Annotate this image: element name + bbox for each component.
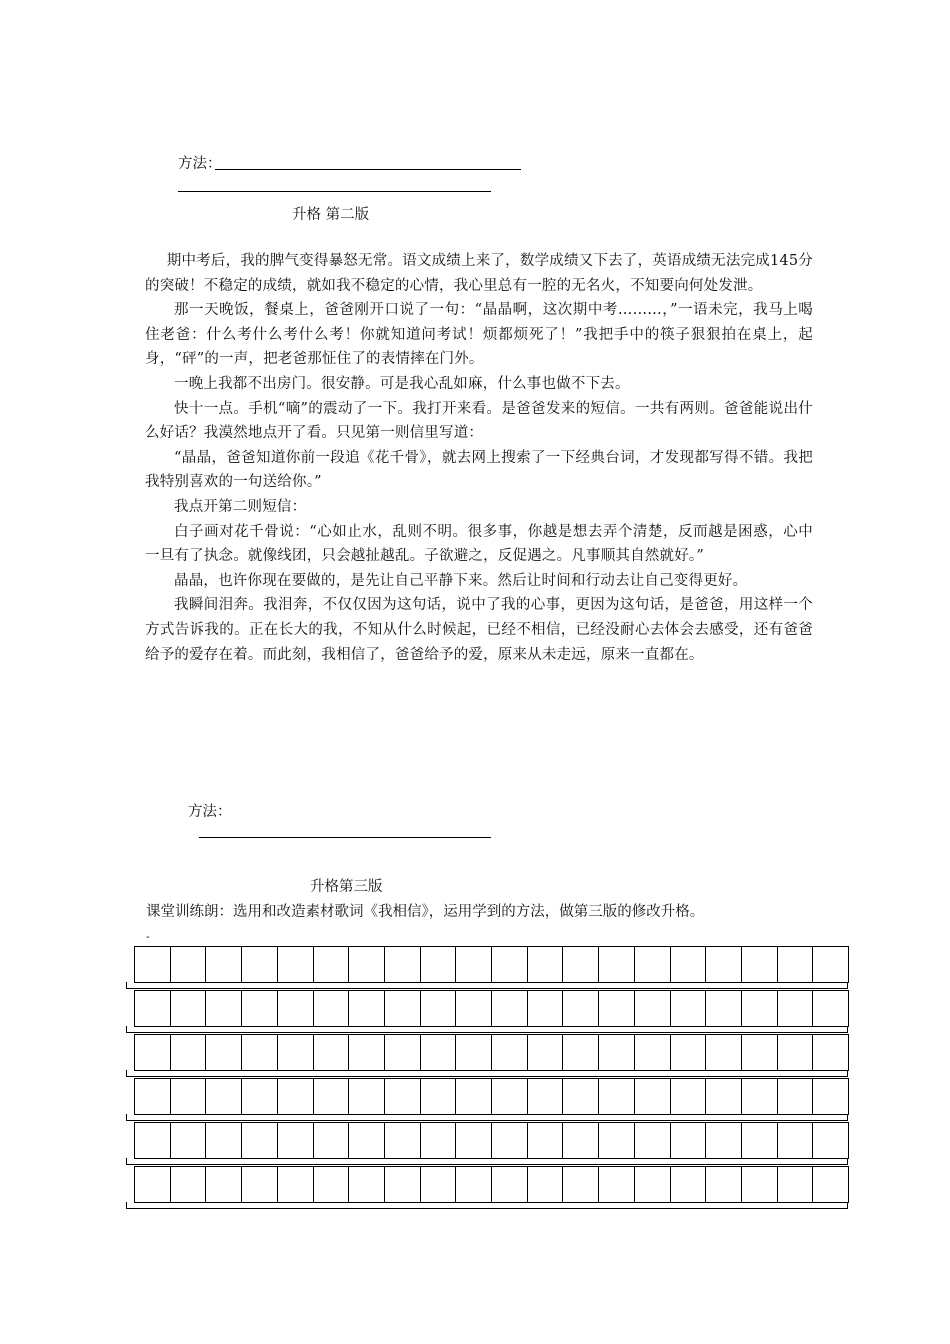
grid-cell[interactable] xyxy=(242,1167,278,1203)
grid-cell[interactable] xyxy=(528,1167,564,1203)
grid-cell[interactable] xyxy=(599,1079,635,1115)
grid-row xyxy=(126,1078,848,1122)
grid-cell[interactable] xyxy=(314,1123,350,1159)
grid-cell[interactable] xyxy=(671,1123,707,1159)
grid-cell[interactable] xyxy=(206,1167,242,1203)
grid-cell[interactable] xyxy=(671,1167,707,1203)
method-label-2: 方法： xyxy=(188,804,232,820)
paragraph: 白子画对花千骨说：“心如止水，乱则不明。很多事，你越是想去弄个清楚，反而越是困惑，心中一旦有了执念。就像线团，只会越扯越乱。子欲避之，反促遇之。凡事顺其自然就好。” xyxy=(145,523,813,565)
grid-cell[interactable] xyxy=(171,1167,207,1203)
grid-cell[interactable] xyxy=(242,1123,278,1159)
grid-cell[interactable] xyxy=(242,991,278,1027)
grid-cell[interactable] xyxy=(778,947,814,983)
grid-cell[interactable] xyxy=(563,1167,599,1203)
grid-cell[interactable] xyxy=(206,947,242,983)
grid-cell[interactable] xyxy=(456,1079,492,1115)
grid-cell[interactable] xyxy=(456,1123,492,1159)
grid-cell[interactable] xyxy=(671,947,707,983)
grid-cell[interactable] xyxy=(385,1079,421,1115)
grid-cell[interactable] xyxy=(706,1167,742,1203)
grid-cell[interactable] xyxy=(421,991,457,1027)
section-heading-2: 升格 第二版 xyxy=(292,207,370,223)
grid-cell[interactable] xyxy=(671,1079,707,1115)
grid-cell[interactable] xyxy=(706,1035,742,1071)
section-heading-3: 升格第三版 xyxy=(310,879,383,895)
grid-cell[interactable] xyxy=(492,947,528,983)
grid-cell[interactable] xyxy=(528,1035,564,1071)
grid-cell[interactable] xyxy=(278,1123,314,1159)
grid-row xyxy=(126,1166,848,1210)
paragraph: 期中考后，我的脾气变得暴怒无常。语文成绩上来了，数学成绩又下去了，英语成绩无法完成145分的突破！不稳定的成绩，就如我不稳定的心情，我心里总有一腔的无名火，不知要向何处发泄。 xyxy=(145,253,813,294)
grid-cell[interactable] xyxy=(456,1035,492,1071)
grid-cell[interactable] xyxy=(385,1167,421,1203)
grid-cell[interactable] xyxy=(456,991,492,1027)
grid-cell[interactable] xyxy=(706,1079,742,1115)
grid-cell[interactable] xyxy=(492,1123,528,1159)
grid-cell[interactable] xyxy=(385,1035,421,1071)
grid-cell[interactable] xyxy=(671,1035,707,1071)
grid-cell[interactable] xyxy=(563,947,599,983)
grid-cell[interactable] xyxy=(563,1079,599,1115)
grid-cell[interactable] xyxy=(385,991,421,1027)
grid-cell[interactable] xyxy=(671,991,707,1027)
grid-cell[interactable] xyxy=(778,1035,814,1071)
grid-cell[interactable] xyxy=(314,1035,350,1071)
grid-cell[interactable] xyxy=(242,1035,278,1071)
grid-row-spacer xyxy=(126,1070,848,1077)
grid-cell[interactable] xyxy=(635,1079,671,1115)
grid-cells xyxy=(134,1166,849,1203)
grid-cell[interactable] xyxy=(528,1079,564,1115)
grid-cell[interactable] xyxy=(135,1123,171,1159)
grid-cell[interactable] xyxy=(599,1167,635,1203)
grid-cell[interactable] xyxy=(813,947,849,983)
grid-cells xyxy=(134,946,849,983)
grid-cell[interactable] xyxy=(135,1079,171,1115)
grid-cell[interactable] xyxy=(314,1167,350,1203)
grid-cell[interactable] xyxy=(206,1079,242,1115)
grid-cell[interactable] xyxy=(813,1035,849,1071)
grid-cell[interactable] xyxy=(171,991,207,1027)
grid-cell[interactable] xyxy=(528,1123,564,1159)
grid-cells xyxy=(134,1034,849,1071)
grid-cell[interactable] xyxy=(778,1079,814,1115)
grid-cell[interactable] xyxy=(278,1035,314,1071)
answer-line-1a[interactable] xyxy=(215,169,521,170)
grid-cell[interactable] xyxy=(635,947,671,983)
paragraph: 我瞬间泪奔。我泪奔，不仅仅因为这句话，说中了我的心事，更因为这句话，是爸爸，用这样一个方式告诉我的。正在长大的我，不知从什么时候起，已经不相信，已经没耐心去体会去感受，还有爸爸给予的爱存在着。而此刻，我相信了，爸爸给予的爱，原来从未走远，原来一直都在。 xyxy=(145,597,813,663)
grid-cell[interactable] xyxy=(492,1167,528,1203)
grid-cell[interactable] xyxy=(813,1123,849,1159)
grid-cell[interactable] xyxy=(563,1035,599,1071)
grid-cell[interactable] xyxy=(206,1035,242,1071)
answer-line-2[interactable] xyxy=(199,837,491,838)
grid-row-spacer xyxy=(126,1026,848,1033)
grid-cell[interactable] xyxy=(349,1079,385,1115)
grid-cell[interactable] xyxy=(456,1167,492,1203)
grid-cell[interactable] xyxy=(813,1167,849,1203)
grid-cell[interactable] xyxy=(742,1167,778,1203)
grid-cell[interactable] xyxy=(314,991,350,1027)
grid-cell[interactable] xyxy=(635,1167,671,1203)
grid-cell[interactable] xyxy=(421,1167,457,1203)
grid-row xyxy=(126,1122,848,1166)
grid-row xyxy=(126,946,848,990)
grid-row-spacer xyxy=(126,1202,848,1209)
grid-cell[interactable] xyxy=(385,947,421,983)
grid-cell[interactable] xyxy=(349,1167,385,1203)
grid-cell[interactable] xyxy=(135,991,171,1027)
grid-cell[interactable] xyxy=(778,991,814,1027)
grid-cell[interactable] xyxy=(492,1079,528,1115)
grid-cell[interactable] xyxy=(421,1079,457,1115)
grid-cell[interactable] xyxy=(563,991,599,1027)
writing-grid[interactable] xyxy=(126,946,848,1210)
grid-cell[interactable] xyxy=(813,991,849,1027)
grid-cell[interactable] xyxy=(349,991,385,1027)
grid-cell[interactable] xyxy=(242,1079,278,1115)
paragraph: 那一天晚饭，餐桌上，爸爸刚开口说了一句：“晶晶啊，这次期中考………，”一语未完，我马上喝住老爸：什么考什么考什么考！你就知道问考试！烦都烦死了！”我把手中的筷子狠狠拍在桌上，起身，“砰”的一声，把老爸那怔住了的表情摔在门外。 xyxy=(145,302,813,368)
grid-cell[interactable] xyxy=(492,991,528,1027)
grid-cell[interactable] xyxy=(813,1079,849,1115)
grid-cell[interactable] xyxy=(349,1123,385,1159)
paragraph: “晶晶，爸爸知道你前一段追《花千骨》，就去网上搜索了一下经典台词，才发现都写得不错。我把我特别喜欢的一句送给你。” xyxy=(145,449,813,491)
answer-line-1b[interactable] xyxy=(178,191,491,192)
grid-cell[interactable] xyxy=(135,947,171,983)
grid-cell[interactable] xyxy=(599,947,635,983)
grid-cell[interactable] xyxy=(171,1035,207,1071)
grid-cell[interactable] xyxy=(563,1123,599,1159)
paragraph: 快十一点。手机“嘀”的震动了一下。我打开来看。是爸爸发来的短信。一共有两则。爸爸能说出什么好话？我漠然地点开了看。只见第一则信里写道： xyxy=(145,400,813,442)
paragraph: 我点开第二则短信： xyxy=(174,498,307,515)
grid-cell[interactable] xyxy=(206,991,242,1027)
grid-cell[interactable] xyxy=(599,1035,635,1071)
grid-cell[interactable] xyxy=(314,1079,350,1115)
grid-cell[interactable] xyxy=(171,947,207,983)
grid-cell[interactable] xyxy=(528,991,564,1027)
grid-row-spacer xyxy=(126,982,848,989)
grid-cell[interactable] xyxy=(278,1167,314,1203)
paragraph: 一晚上我都不出房门。很安静。可是我心乱如麻，什么事也做不下去。 xyxy=(174,375,630,392)
grid-cell[interactable] xyxy=(635,1123,671,1159)
grid-cell[interactable] xyxy=(742,1123,778,1159)
grid-cell[interactable] xyxy=(278,947,314,983)
grid-cell[interactable] xyxy=(135,1035,171,1071)
grid-cell[interactable] xyxy=(206,1123,242,1159)
grid-cell[interactable] xyxy=(706,1123,742,1159)
article-body xyxy=(145,249,813,667)
grid-cell[interactable] xyxy=(706,991,742,1027)
grid-cell[interactable] xyxy=(278,991,314,1027)
tick-mark: - xyxy=(146,930,150,943)
grid-cell[interactable] xyxy=(528,947,564,983)
grid-cell[interactable] xyxy=(171,1079,207,1115)
grid-cell[interactable] xyxy=(349,947,385,983)
grid-cell[interactable] xyxy=(742,1079,778,1115)
grid-cell[interactable] xyxy=(242,947,278,983)
grid-cell[interactable] xyxy=(421,947,457,983)
grid-cells xyxy=(134,990,849,1027)
grid-cell[interactable] xyxy=(706,947,742,983)
grid-cell[interactable] xyxy=(135,1167,171,1203)
grid-cell[interactable] xyxy=(421,1035,457,1071)
grid-cell[interactable] xyxy=(349,1035,385,1071)
paragraph: 晶晶，也许你现在要做的，是先让自己平静下来。然后让时间和行动去让自己变得更好。 xyxy=(174,572,748,589)
grid-cell[interactable] xyxy=(742,947,778,983)
grid-cell[interactable] xyxy=(385,1123,421,1159)
method-label-1: 方法： xyxy=(178,156,222,172)
grid-row-spacer xyxy=(126,1158,848,1165)
grid-cell[interactable] xyxy=(635,991,671,1027)
grid-cell[interactable] xyxy=(278,1079,314,1115)
grid-cell[interactable] xyxy=(421,1123,457,1159)
grid-row-spacer xyxy=(126,1114,848,1121)
grid-cells xyxy=(134,1122,849,1159)
grid-cells xyxy=(134,1078,849,1115)
grid-cell[interactable] xyxy=(599,1123,635,1159)
grid-cell[interactable] xyxy=(456,947,492,983)
grid-cell[interactable] xyxy=(742,1035,778,1071)
grid-cell[interactable] xyxy=(742,991,778,1027)
grid-row xyxy=(126,990,848,1034)
grid-row xyxy=(126,1034,848,1078)
grid-cell[interactable] xyxy=(635,1035,671,1071)
grid-cell[interactable] xyxy=(778,1123,814,1159)
grid-cell[interactable] xyxy=(492,1035,528,1071)
grid-cell[interactable] xyxy=(314,947,350,983)
instruction-text: 课堂训练朗：选用和改造素材歌词《我相信》，运用学到的方法，做第三版的修改升格。 xyxy=(146,904,705,920)
grid-cell[interactable] xyxy=(171,1123,207,1159)
grid-cell[interactable] xyxy=(778,1167,814,1203)
grid-cell[interactable] xyxy=(599,991,635,1027)
